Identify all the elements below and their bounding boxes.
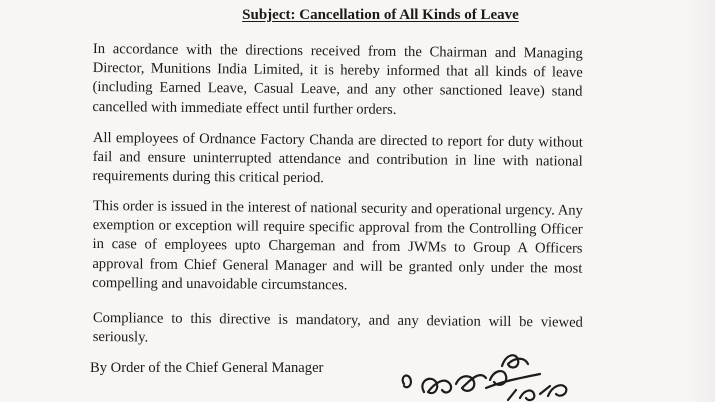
authority-line: By Order of the Chief General Manager bbox=[90, 360, 324, 376]
paragraph-leave-cancellation: In accordance with the directions received from the Chairman and Managing Director, Munitions India Limited, it is hereby informed that all kinds of leave (including Earned Leave, Casual Leave, and any other sanctioned leave) stand cancelled with immediate effect until further orders. bbox=[92, 40, 583, 118]
subject-heading bbox=[0, 7, 715, 24]
handwritten-signature bbox=[390, 340, 590, 402]
paragraph-report-for-duty: All employees of Ordnance Factory Chanda are directed to report for duty without fail and ensure uninterrupted attendance and contribution in line with national requirements during this critical period. bbox=[92, 129, 583, 187]
paper-edge-shadow bbox=[685, 0, 715, 402]
paragraph-exemption-rules: This order is issued in the interest of national security and operational urgency. Any exemption or exception will require specific approval from the Controlling Officer in case of employees upto Chargeman and from JWMs to Group A Officers approval from Chief General Manager and will be granted only under the most compelling and unavoidable circumstances. bbox=[92, 197, 583, 294]
subject-text: Subject: Cancellation of All Kinds of Leave bbox=[242, 7, 519, 23]
paragraph-compliance: Compliance to this directive is mandatory, and any deviation will be viewed seriously. bbox=[92, 309, 583, 346]
